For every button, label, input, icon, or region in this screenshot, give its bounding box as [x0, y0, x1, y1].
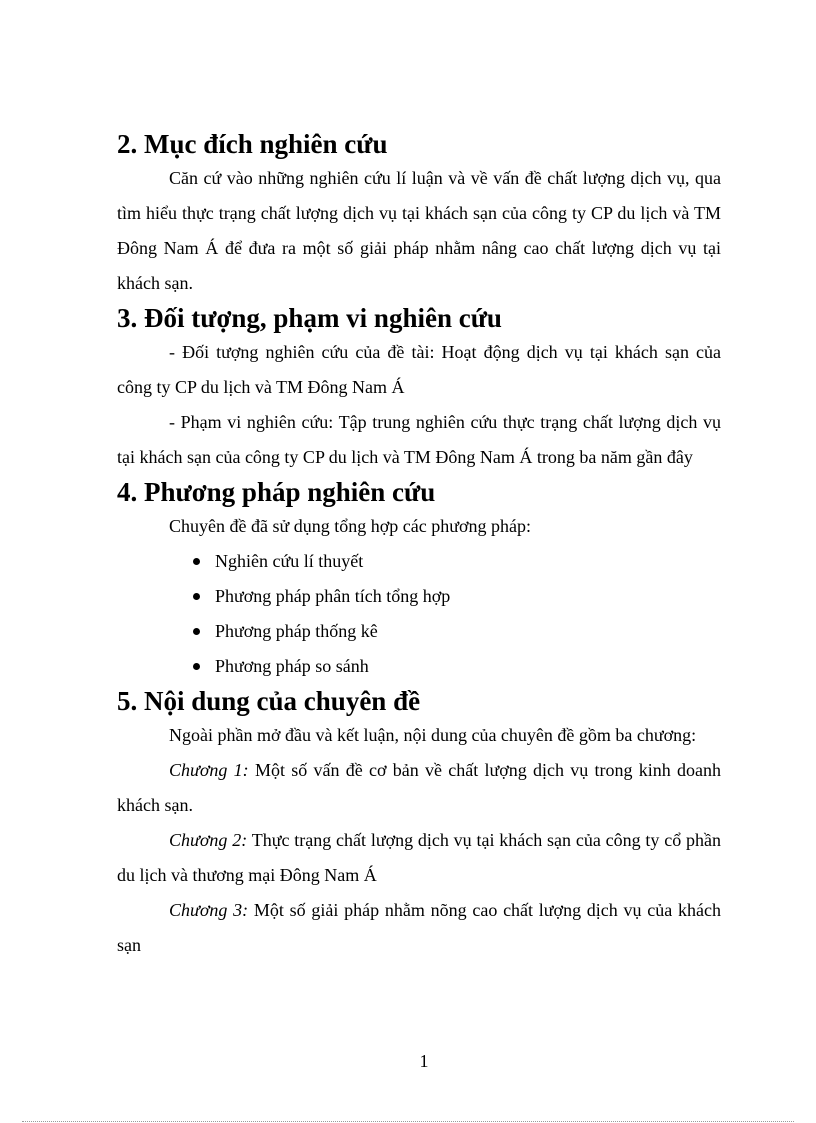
chapter-1-text: Một số vấn đề cơ bản về chất lượng dịch vụ trong kinh doanh khách sạn. — [117, 760, 721, 815]
list-item-text: Phương pháp phân tích tổng hợp — [215, 586, 451, 606]
scope-object-paragraph: - Đối tượng nghiên cứu của đề tài: Hoạt động dịch vụ tại khách sạn của công ty CP du lịch và TM Đông Nam Á — [117, 342, 721, 397]
list-item — [191, 614, 721, 649]
chapter-2-text: Thực trạng chất lượng dịch vụ tại khách sạn của công ty cổ phần du lịch và thương mại Đông Nam Á — [117, 830, 721, 885]
section-heading-scope: 3. Đối tượng, phạm vi nghiên cứu — [117, 303, 502, 333]
chapter-2-paragraph — [117, 823, 721, 893]
chapter-1-label: Chương 1: — [169, 760, 249, 780]
content-intro: Ngoài phần mở đầu và kết luận, nội dung của chuyên đề gồm ba chương: — [169, 725, 697, 745]
list-item-text: Nghiên cứu lí thuyết — [215, 551, 364, 571]
chapter-3-label: Chương 3: — [169, 900, 249, 920]
page-number: 1 — [419, 1051, 429, 1071]
list-item-text: Phương pháp so sánh — [215, 656, 369, 676]
section-heading-methods: 4. Phương pháp nghiên cứu — [117, 477, 436, 507]
section-heading-purpose: 2. Mục đích nghiên cứu — [117, 129, 388, 159]
bullet-icon — [193, 593, 200, 600]
page-content — [117, 127, 721, 963]
bullet-icon — [193, 663, 200, 670]
chapter-1-paragraph — [117, 753, 721, 823]
purpose-paragraph: Căn cứ vào những nghiên cứu lí luận và về vấn đề chất lượng dịch vụ, qua tìm hiểu thực trạng chất lượng dịch vụ tại khách sạn của công ty CP du lịch và TM Đông Nam Á để đưa ra một số giải pháp nhằm nâng cao chất lượng dịch vụ tại khách sạn. — [117, 168, 721, 293]
list-item — [191, 649, 721, 684]
page-bottom-divider — [22, 1121, 794, 1122]
list-item-text: Phương pháp thống kê — [215, 621, 378, 641]
scope-range-paragraph: - Phạm vi nghiên cứu: Tập trung nghiên cứu thực trạng chất lượng dịch vụ tại khách sạn của công ty CP du lịch và TM Đông Nam Á trong ba năm gần đây — [117, 412, 721, 467]
chapter-3-text: Một số giải pháp nhằm nõng cao chất lượng dịch vụ của khách sạn — [117, 900, 721, 955]
chapter-2-label: Chương 2: — [169, 830, 248, 850]
methods-list — [117, 544, 721, 684]
bullet-icon — [193, 558, 200, 565]
section-heading-content: 5. Nội dung của chuyên đề — [117, 686, 421, 716]
bullet-icon — [193, 628, 200, 635]
methods-intro: Chuyên đề đã sử dụng tổng hợp các phương pháp: — [169, 516, 531, 536]
chapter-3-paragraph — [117, 893, 721, 963]
list-item — [191, 579, 721, 614]
list-item — [191, 544, 721, 579]
